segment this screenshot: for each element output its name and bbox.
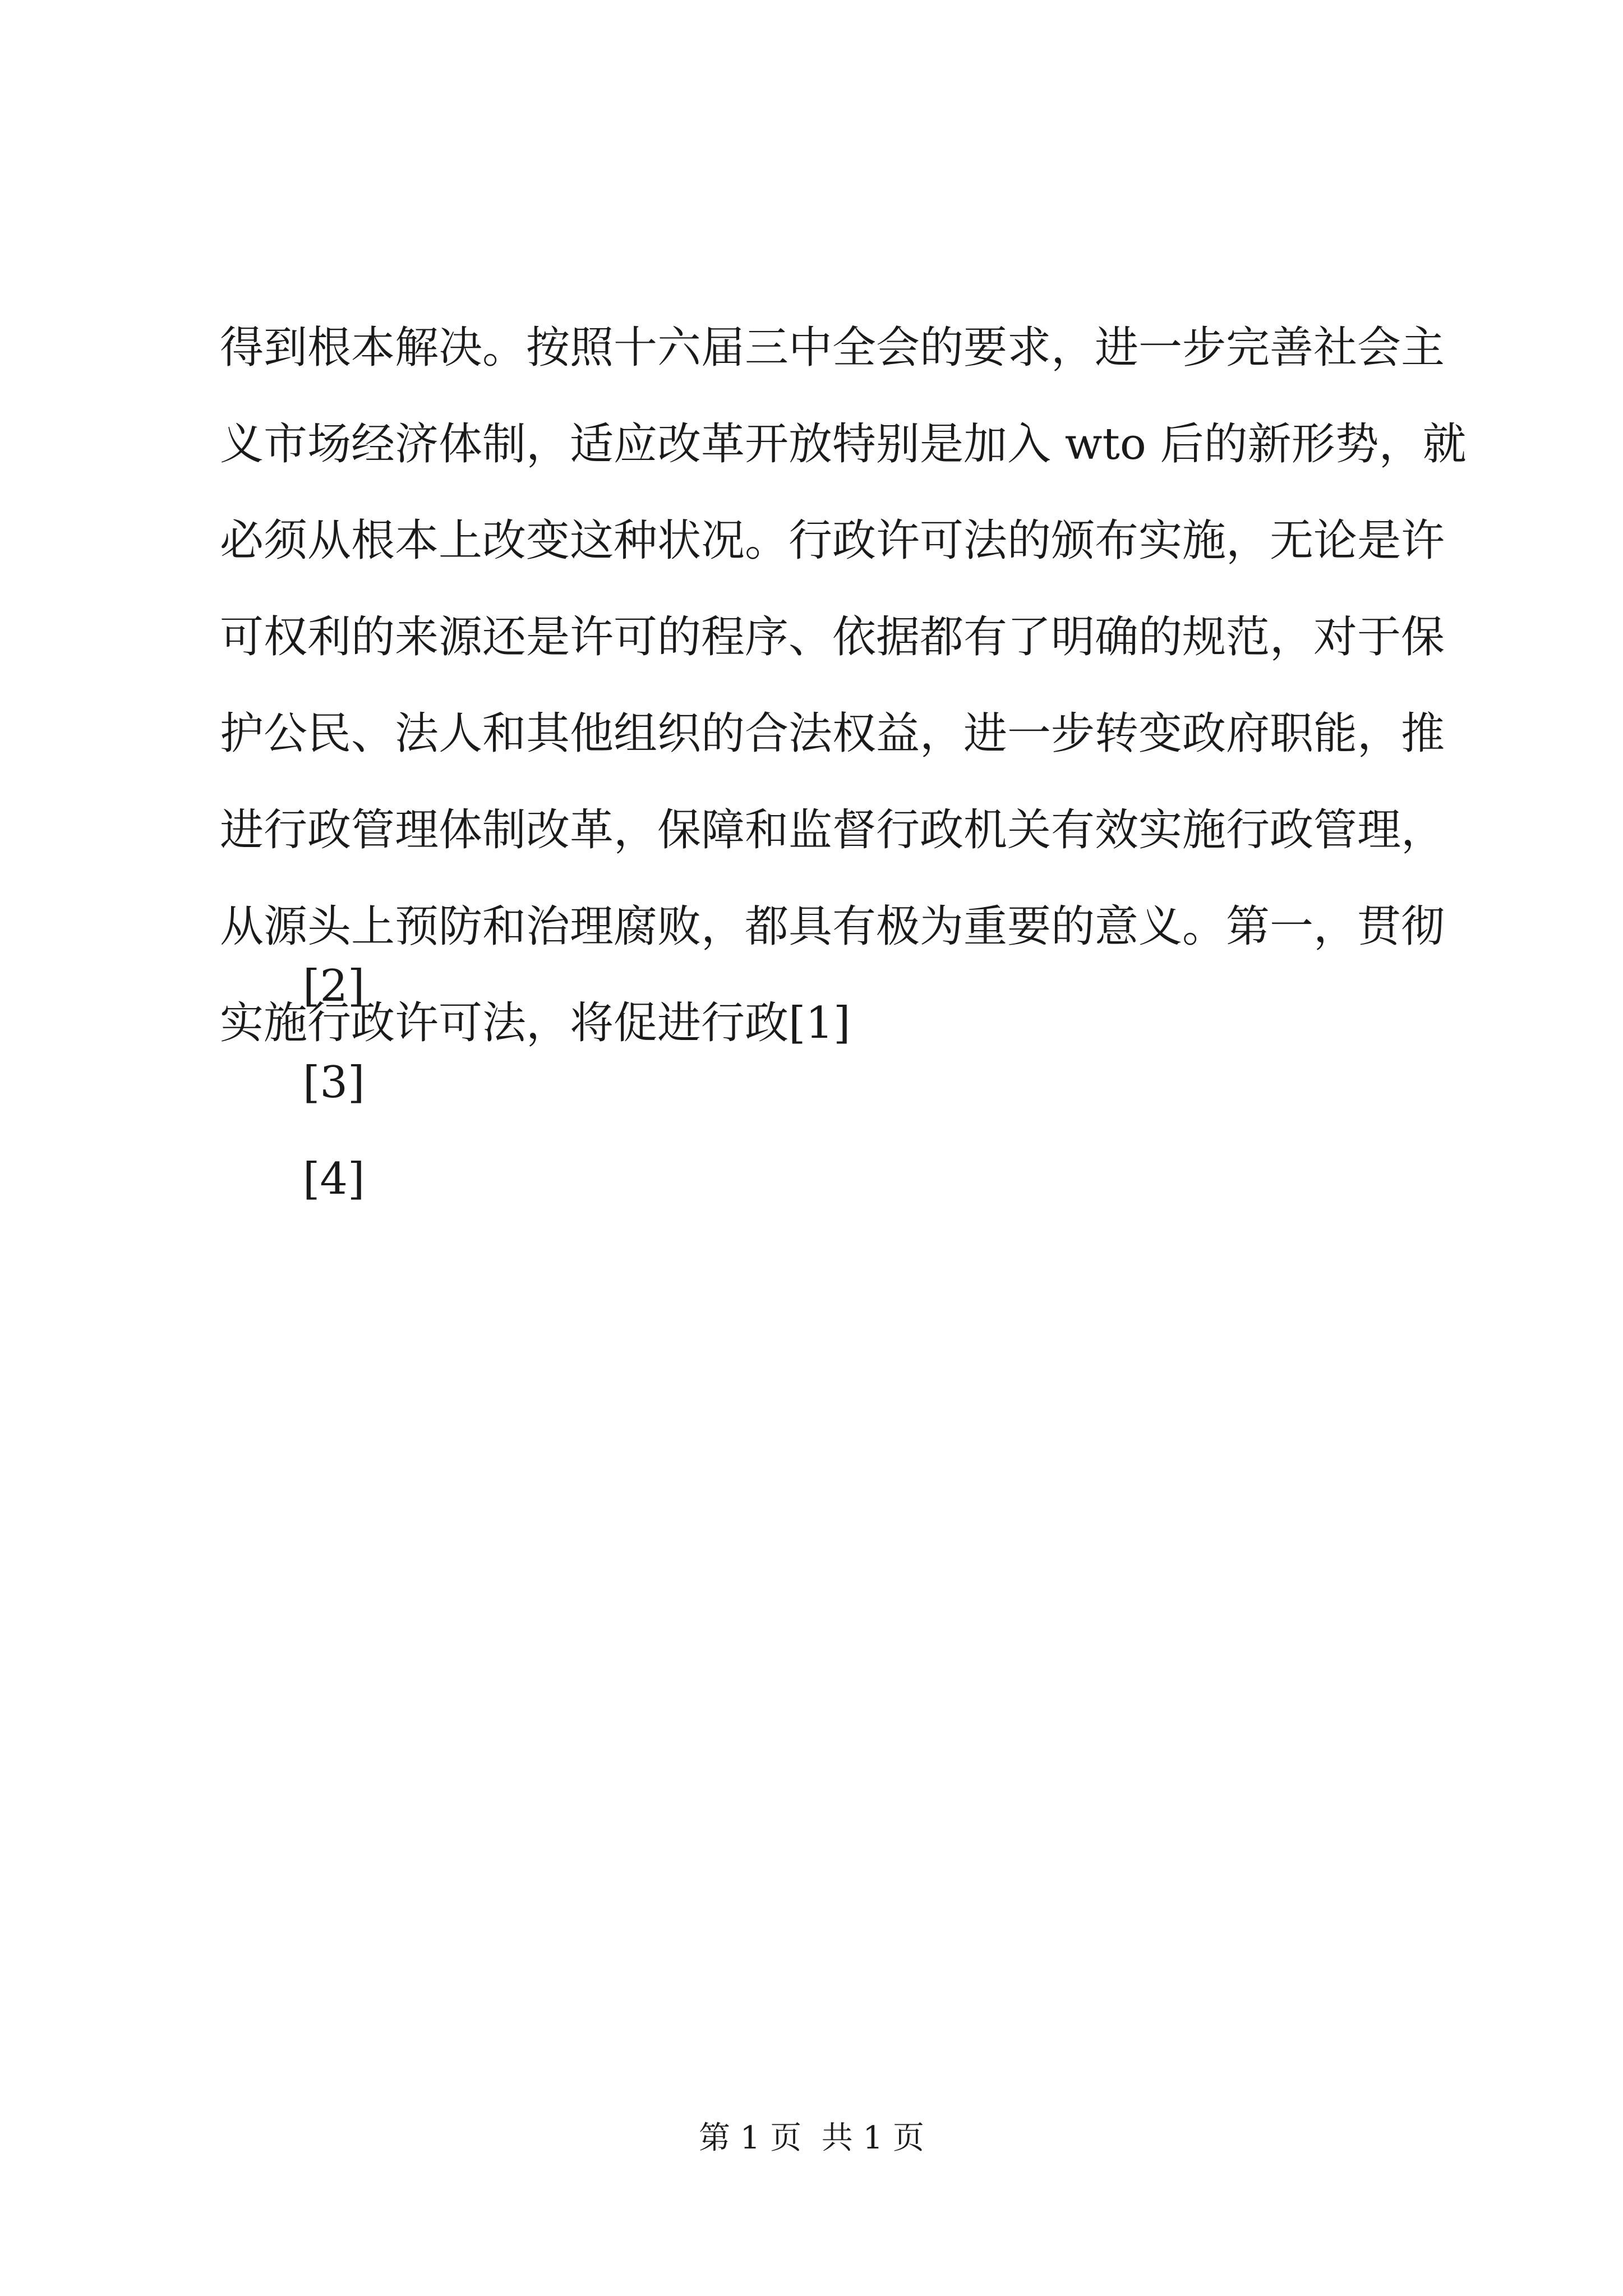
- paragraph-line: 必须从根本上改变这种状况。行政许可法的颁布实施，无论是许: [220, 516, 1445, 566]
- paragraph-line: 可权利的来源还是许可的程序、依据都有了明确的规范，对于保: [220, 612, 1445, 662]
- paragraph-line: 实施行政许可法，将促进行政[1]: [220, 998, 851, 1048]
- page-footer: 第 1 页 共 1 页: [698, 2120, 925, 2156]
- paragraph-line: 从源头上预防和治理腐败，都具有极为重要的意义。第一，贯彻: [220, 901, 1445, 952]
- footnote-marker: [4]: [303, 1154, 365, 1204]
- paragraph-line: 护公民、法人和其他组织的合法权益，进一步转变政府职能，推: [220, 708, 1445, 759]
- paragraph-line: 进行政管理体制改革，保障和监督行政机关有效实施行政管理，: [220, 805, 1445, 855]
- paragraph-line: 义市场经济体制，适应改革开放特别是加入 wto 后的新形势，就: [220, 419, 1467, 470]
- body-paragraph: [220, 300, 1467, 1071]
- footnote-markers: [303, 938, 365, 1227]
- paragraph-line: 得到根本解决。按照十六届三中全会的要求，进一步完善社会主: [220, 323, 1445, 373]
- footnote-marker: [3]: [303, 1057, 365, 1108]
- footnote-marker: [2]: [303, 961, 365, 1011]
